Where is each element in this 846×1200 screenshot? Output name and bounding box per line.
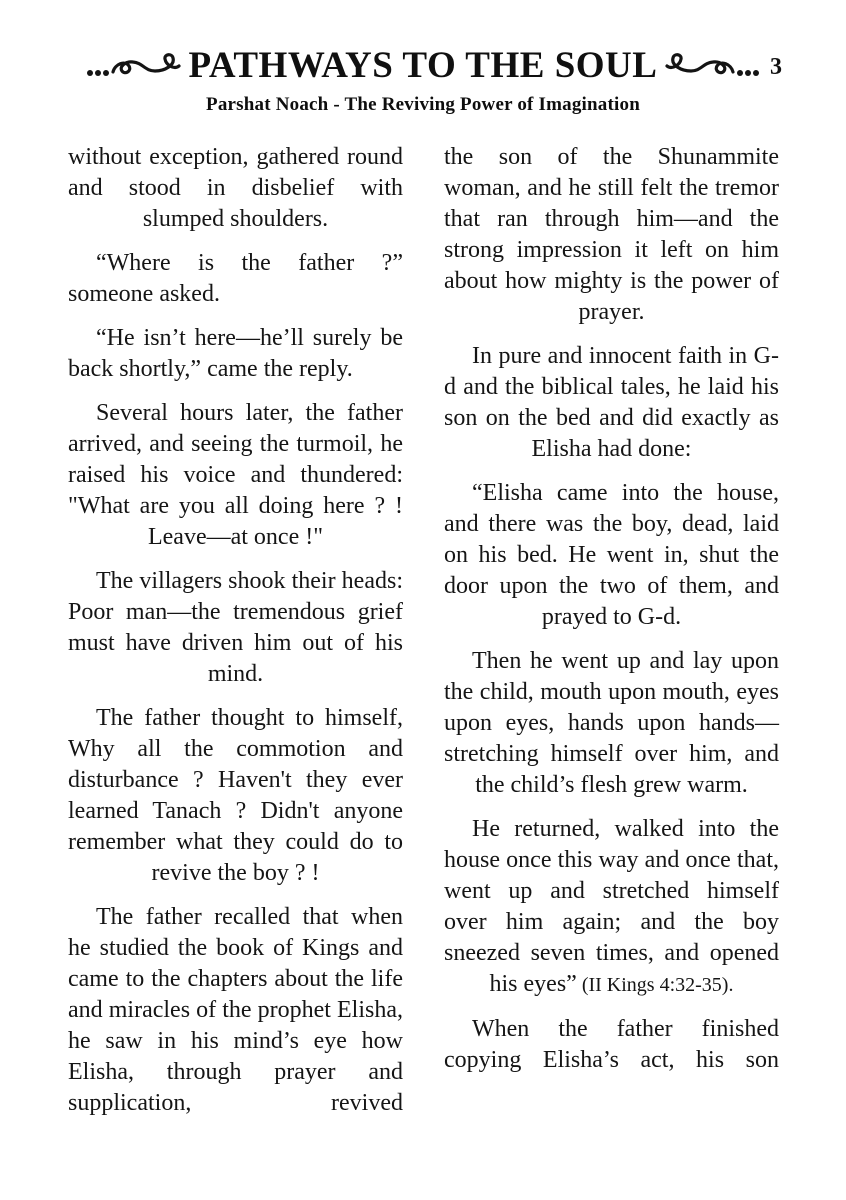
page-title: PATHWAYS TO THE SOUL (188, 45, 658, 86)
paragraph: In pure and innocent faith in G-d and the biblical tales, he laid his son on the bed and did exactly as Elisha had done: (444, 343, 779, 462)
title-row (0, 44, 846, 87)
page-header (0, 44, 846, 116)
left-column (68, 142, 403, 1132)
paragraph: Then he went up and lay upon the child, mouth upon mouth, eyes upon eyes, hands upon hands—stretching himself over him, and the child’s flesh grew warm. (444, 648, 779, 798)
flourish-left-icon (85, 51, 181, 81)
paragraph: The father thought to himself, Why all the commotion and disturbance ? Haven't they ever learned Tanach ? Didn't anyone remember what they could do to revive the boy ? ! (68, 705, 403, 886)
paragraph: Several hours later, the father arrived, and seeing the turmoil, he raised his voice and thundered: "What are you all doing here ? ! Leave—at once !" (68, 400, 403, 550)
paragraph: When the father finished copying Elisha’s act, his son (444, 1016, 779, 1073)
paragraph: “He isn’t here—he’ll surely be back shortly,” came the reply. (68, 325, 403, 382)
right-column (444, 142, 779, 1132)
paragraph: He returned, walked into the house once this way and once that, went up and stretched himself over him again; and the boy sneezed seven times, and opened his eyes” (II Kings 4:32-35). (444, 816, 779, 997)
flourish-right-icon (665, 51, 761, 81)
page-subtitle: Parshat Noach - The Reviving Power of Imagination (206, 94, 640, 115)
paragraph: the son of the Shunammite woman, and he still felt the tremor that ran through him—and the strong impression it left on him about how mighty is the power of prayer. (444, 144, 779, 325)
scripture-citation: (II Kings 4:32-35). (576, 974, 734, 996)
paragraph: “Elisha came into the house, and there was the boy, dead, laid on his bed. He went in, shut the door upon the two of them, and prayed to G-d. (444, 480, 779, 630)
paragraph: without exception, gathered round and stood in disbelief with slumped shoulders. (68, 144, 403, 232)
paragraph: The father recalled that when he studied the book of Kings and came to the chapters about the life and miracles of the prophet Elisha, he saw in his mind’s eye how Elisha, through prayer and supplication, revived (68, 904, 403, 1116)
two-column-text (68, 142, 779, 1132)
page-number: 3 (770, 54, 782, 80)
paragraph: “Where is the father ?” someone asked. (68, 250, 403, 307)
paragraph: The villagers shook their heads: Poor man—the tremendous grief must have driven him out of his mind. (68, 568, 403, 687)
